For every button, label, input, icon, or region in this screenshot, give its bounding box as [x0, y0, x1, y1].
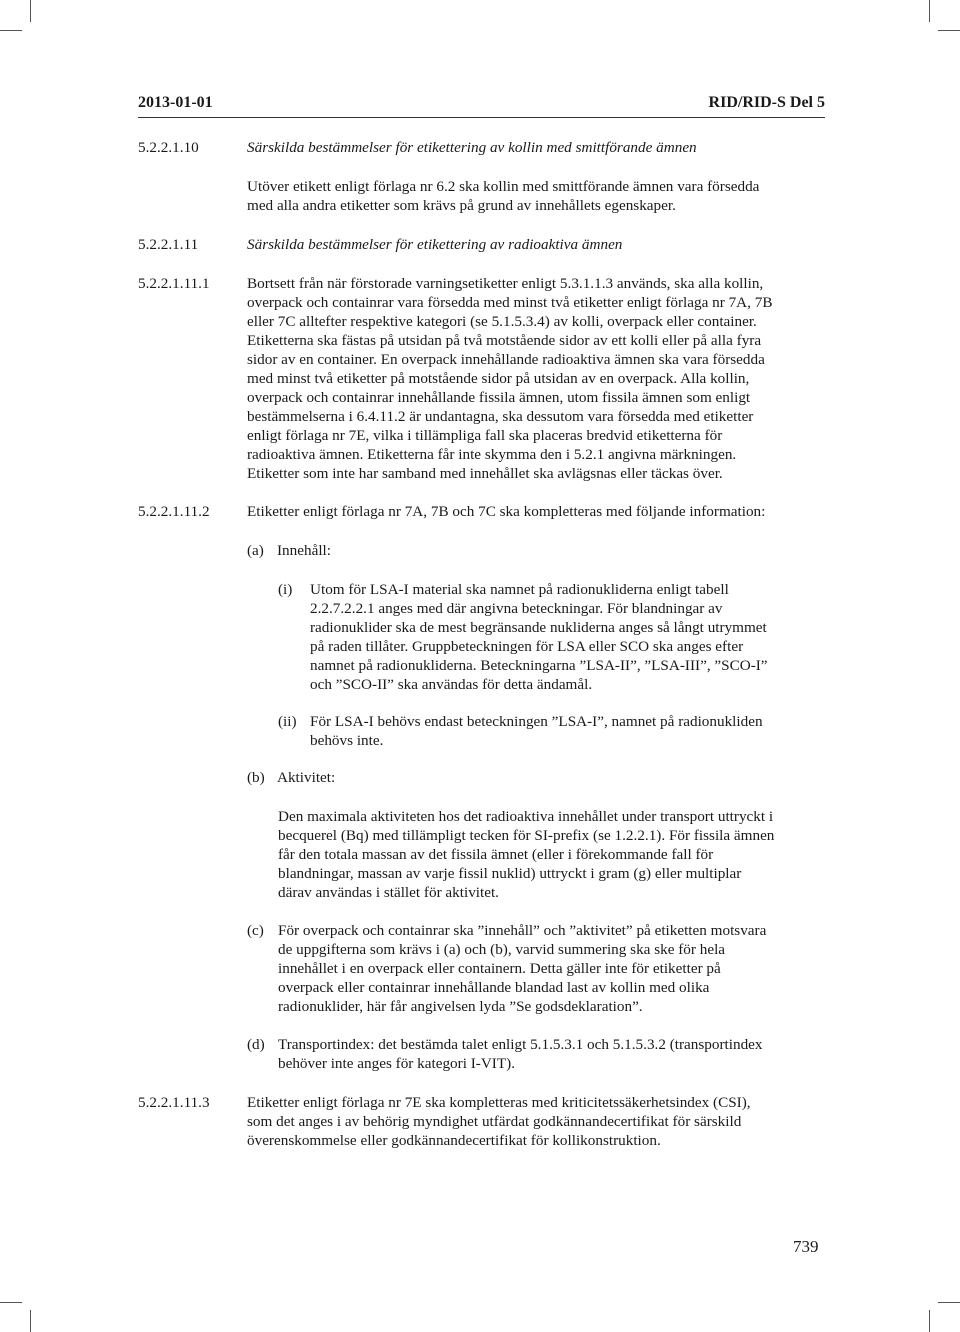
text-line: på raden tillåter. Gruppbeteckningen för LSA eller SCO ska anges efter: [310, 638, 744, 655]
text-line: Utom för LSA-I material ska namnet på radionukliderna enligt tabell: [310, 581, 729, 598]
crop-mark: [938, 1302, 960, 1303]
list-label: (b): [247, 769, 265, 786]
text-line: Etiketter enligt förlaga nr 7A, 7B och 7C ska kompletteras med följande information:: [247, 503, 766, 520]
header-reference: RID/RID-S Del 5: [708, 94, 825, 111]
text-line: overpack och containrar vara försedda med minst två etiketter enligt förlaga nr 7A, 7B: [247, 294, 773, 311]
crop-mark: [938, 30, 960, 31]
text-line: därav användas i stället för aktivitet.: [278, 884, 499, 901]
crop-mark: [929, 0, 930, 22]
text-line: överenskommelse eller godkännandecertifikat för kollikonstruktion.: [247, 1132, 661, 1149]
sublist-label: (ii): [278, 713, 297, 730]
text-line: behöver inte anges för kategori I-VIT).: [278, 1055, 515, 1072]
text-line: enligt förlaga nr 7E, vilka i tillämpliga fall ska placeras bredvid etiketterna för: [247, 427, 723, 444]
text-line: becquerel (Bq) med tillämpligt tecken för SI-prefix (se 1.2.2.1). För fissila ämnen: [278, 827, 775, 844]
text-line: och ”SCO-II” ska användas för detta ändamål.: [310, 676, 593, 693]
text-line: sidor av en container. En overpack innehållande radioaktiva ämnen ska vara försedda: [247, 351, 765, 368]
text-line: får den totala massan av det fissila ämnet (eller i förekommande fall för: [278, 846, 714, 863]
text-line: Bortsett från när förstorade varningsetiketter enligt 5.3.1.1.3 används, ska alla kollin,: [247, 275, 764, 292]
crop-mark: [0, 30, 22, 31]
text-line: med minst två etiketter på motstående sidor på utsidan av en overpack. Alla kollin,: [247, 370, 750, 387]
crop-mark: [30, 0, 31, 22]
list-title: Innehåll:: [277, 542, 331, 559]
text-line: radioaktiva ämnen. Etiketterna får inte skymma den i 5.2.1 angivna märkningen.: [247, 446, 737, 463]
text-line: namnet på radionukliderna. Beteckningarna ”LSA-II”, ”LSA-III”, ”SCO-I”: [310, 657, 768, 674]
section-title: Särskilda bestämmelser för etikettering av radioaktiva ämnen: [247, 236, 623, 253]
text-line: overpack eller containrar innehållande blandad last av kollin med olika: [278, 979, 710, 996]
text-line: radionuklider, här får angivelsen lyda ”Se godsdeklaration”.: [278, 998, 643, 1015]
page-number: 739: [793, 1237, 819, 1256]
text-line: med alla andra etiketter som krävs på grund av innehållets egenskaper.: [247, 197, 676, 214]
section-number: 5.2.2.1.10: [138, 139, 199, 156]
text-line: För LSA-I behövs endast beteckningen ”LSA-I”, namnet på radionukliden: [310, 713, 763, 730]
text-line: För overpack och containrar ska ”innehåll” och ”aktivitet” på etiketten motsvara: [278, 922, 767, 939]
header-date: 2013-01-01: [138, 94, 213, 111]
crop-mark: [0, 1302, 22, 1303]
text-line: Etiketterna ska fästas på utsidan på två motstående sidor av ett kolli eller på alla fyra: [247, 332, 762, 349]
header-rule: [138, 117, 825, 118]
text-line: bestämmelserna i 6.4.11.2 är undantagna, ska dessutom vara försedda med etiketter: [247, 408, 754, 425]
list-label: (a): [247, 542, 264, 559]
text-line: Etiketter enligt förlaga nr 7E ska kompletteras med kriticitetssäkerhetsindex (CSI),: [247, 1094, 751, 1111]
text-line: innehållet i en overpack eller containern. Detta gäller inte för etiketter på: [278, 960, 721, 977]
list-title: Aktivitet:: [277, 769, 336, 786]
page-header: [138, 92, 825, 118]
text-line: de uppgifterna som krävs i (a) och (b), varvid summering ska ske för hela: [278, 941, 726, 958]
text-line: eller 7C alltefter respektive kategori (se 5.1.5.3.4) av kolli, overpack eller container.: [247, 313, 757, 330]
text-line: Etiketter som inte har samband med innehållet ska avlägsnas eller täckas över.: [247, 465, 723, 482]
text-line: behövs inte.: [310, 732, 384, 749]
text-line: som det anges i av behörig myndighet utfärdat godkännandecertifikat för särskild: [247, 1113, 742, 1130]
section-title: Särskilda bestämmelser för etikettering av kollin med smittförande ämnen: [247, 139, 697, 156]
text-line: radionuklider ska de mest begränsande nukliderna anges så långt utrymmet: [310, 619, 767, 636]
text-line: blandningar, massan av varje fissil nuklid) uttryckt i gram (g) eller multiplar: [278, 865, 742, 882]
crop-mark: [30, 1310, 31, 1332]
paragraph-number: 5.2.2.1.11.2: [138, 503, 210, 520]
list-label: (d): [247, 1036, 265, 1053]
list-label: (c): [247, 922, 264, 939]
crop-mark: [929, 1310, 930, 1332]
paragraph-number: 5.2.2.1.11.1: [138, 275, 210, 292]
text-line: Utöver etikett enligt förlaga nr 6.2 ska kollin med smittförande ämnen vara försedda: [247, 178, 760, 195]
text-line: Den maximala aktiviteten hos det radioaktiva innehållet under transport uttryckt i: [278, 808, 774, 825]
paragraph-number: 5.2.2.1.11.3: [138, 1094, 210, 1111]
text-line: 2.2.7.2.2.1 anges med där angivna beteckningar. För blandningar av: [310, 600, 723, 617]
text-line: overpack och containrar innehållande fissila ämnen, utom fissila ämnen som enligt: [247, 389, 751, 406]
section-number: 5.2.2.1.11: [138, 236, 199, 253]
text-line: Transportindex: det bestämda talet enligt 5.1.5.3.1 och 5.1.5.3.2 (transportindex: [278, 1036, 763, 1053]
sublist-label: (i): [278, 581, 293, 598]
